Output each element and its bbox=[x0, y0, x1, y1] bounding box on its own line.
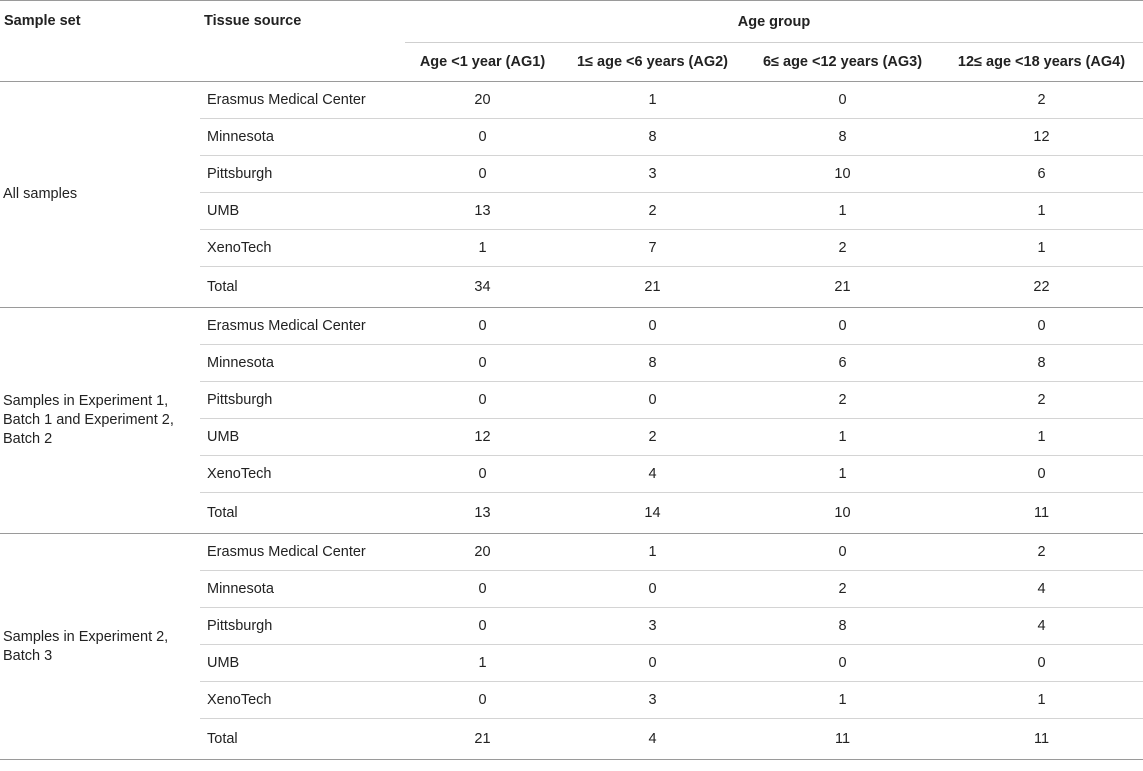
count-cell: 20 bbox=[405, 82, 560, 119]
count-cell: 1 bbox=[745, 682, 940, 719]
count-cell: 21 bbox=[560, 267, 745, 308]
tissue-source-cell: UMB bbox=[200, 193, 405, 230]
tissue-source-header: Tissue source bbox=[200, 1, 405, 82]
count-cell: 0 bbox=[405, 456, 560, 493]
age-group-header: Age group bbox=[405, 1, 1143, 43]
count-cell: 0 bbox=[745, 82, 940, 119]
count-cell: 6 bbox=[745, 345, 940, 382]
tissue-source-cell: Minnesota bbox=[200, 119, 405, 156]
tissue-source-cell: Erasmus Medical Center bbox=[200, 82, 405, 119]
tissue-source-cell: Pittsburgh bbox=[200, 608, 405, 645]
header-row-1 bbox=[0, 1, 1143, 43]
sample-set-cell: Samples in Experiment 2, Batch 3 bbox=[0, 534, 200, 760]
age-column-header: Age <1 year (AG1) bbox=[405, 43, 560, 82]
tissue-source-cell: UMB bbox=[200, 645, 405, 682]
sample-set-cell: All samples bbox=[0, 82, 200, 308]
age-column-header: 6≤ age <12 years (AG3) bbox=[745, 43, 940, 82]
tissue-source-cell: UMB bbox=[200, 419, 405, 456]
count-cell: 10 bbox=[745, 493, 940, 534]
sample-set-cell: Samples in Experiment 1, Batch 1 and Experiment 2, Batch 2 bbox=[0, 308, 200, 534]
count-cell: 4 bbox=[560, 456, 745, 493]
count-cell: 14 bbox=[560, 493, 745, 534]
count-cell: 0 bbox=[405, 608, 560, 645]
count-cell: 0 bbox=[405, 308, 560, 345]
count-cell: 0 bbox=[560, 308, 745, 345]
count-cell: 1 bbox=[940, 230, 1143, 267]
count-cell: 1 bbox=[940, 193, 1143, 230]
age-column-header: 1≤ age <6 years (AG2) bbox=[560, 43, 745, 82]
table-row bbox=[0, 82, 1143, 119]
count-cell: 7 bbox=[560, 230, 745, 267]
count-cell: 1 bbox=[745, 456, 940, 493]
count-cell: 0 bbox=[405, 119, 560, 156]
tissue-source-cell: Total bbox=[200, 267, 405, 308]
count-cell: 8 bbox=[940, 345, 1143, 382]
count-cell: 21 bbox=[405, 719, 560, 760]
count-cell: 8 bbox=[560, 119, 745, 156]
count-cell: 8 bbox=[560, 345, 745, 382]
sample-set-header: Sample set bbox=[0, 1, 200, 82]
count-cell: 21 bbox=[745, 267, 940, 308]
count-cell: 10 bbox=[745, 156, 940, 193]
count-cell: 0 bbox=[745, 534, 940, 571]
count-cell: 1 bbox=[940, 682, 1143, 719]
count-cell: 3 bbox=[560, 608, 745, 645]
age-column-header: 12≤ age <18 years (AG4) bbox=[940, 43, 1143, 82]
count-cell: 2 bbox=[940, 382, 1143, 419]
tissue-source-cell: Total bbox=[200, 719, 405, 760]
tissue-source-cell: Minnesota bbox=[200, 571, 405, 608]
count-cell: 0 bbox=[940, 456, 1143, 493]
table-row bbox=[0, 308, 1143, 345]
count-cell: 1 bbox=[940, 419, 1143, 456]
count-cell: 0 bbox=[560, 382, 745, 419]
count-cell: 0 bbox=[940, 308, 1143, 345]
count-cell: 1 bbox=[745, 419, 940, 456]
count-cell: 4 bbox=[940, 608, 1143, 645]
count-cell: 0 bbox=[560, 645, 745, 682]
count-cell: 1 bbox=[560, 534, 745, 571]
count-cell: 13 bbox=[405, 193, 560, 230]
count-cell: 0 bbox=[405, 682, 560, 719]
count-cell: 1 bbox=[560, 82, 745, 119]
count-cell: 6 bbox=[940, 156, 1143, 193]
tissue-source-cell: Minnesota bbox=[200, 345, 405, 382]
count-cell: 8 bbox=[745, 119, 940, 156]
table-body bbox=[0, 82, 1143, 760]
count-cell: 0 bbox=[405, 156, 560, 193]
tissue-source-cell: XenoTech bbox=[200, 456, 405, 493]
count-cell: 2 bbox=[745, 230, 940, 267]
count-cell: 0 bbox=[745, 645, 940, 682]
count-cell: 0 bbox=[745, 308, 940, 345]
count-cell: 11 bbox=[940, 719, 1143, 760]
count-cell: 0 bbox=[940, 645, 1143, 682]
tissue-source-cell: Pittsburgh bbox=[200, 382, 405, 419]
count-cell: 2 bbox=[940, 534, 1143, 571]
count-cell: 22 bbox=[940, 267, 1143, 308]
count-cell: 20 bbox=[405, 534, 560, 571]
table-row bbox=[0, 534, 1143, 571]
count-cell: 3 bbox=[560, 682, 745, 719]
tissue-source-cell: Total bbox=[200, 493, 405, 534]
count-cell: 1 bbox=[405, 230, 560, 267]
tissue-source-cell: XenoTech bbox=[200, 682, 405, 719]
count-cell: 11 bbox=[940, 493, 1143, 534]
count-cell: 12 bbox=[405, 419, 560, 456]
tissue-source-cell: Pittsburgh bbox=[200, 156, 405, 193]
count-cell: 12 bbox=[940, 119, 1143, 156]
count-cell: 34 bbox=[405, 267, 560, 308]
count-cell: 1 bbox=[745, 193, 940, 230]
count-cell: 2 bbox=[940, 82, 1143, 119]
tissue-source-cell: Erasmus Medical Center bbox=[200, 534, 405, 571]
count-cell: 2 bbox=[560, 193, 745, 230]
count-cell: 0 bbox=[405, 571, 560, 608]
count-cell: 2 bbox=[745, 571, 940, 608]
count-cell: 4 bbox=[560, 719, 745, 760]
count-cell: 13 bbox=[405, 493, 560, 534]
count-cell: 4 bbox=[940, 571, 1143, 608]
count-cell: 8 bbox=[745, 608, 940, 645]
table-header bbox=[0, 1, 1143, 82]
count-cell: 0 bbox=[405, 345, 560, 382]
count-cell: 3 bbox=[560, 156, 745, 193]
count-cell: 0 bbox=[560, 571, 745, 608]
count-cell: 11 bbox=[745, 719, 940, 760]
tissue-source-cell: Erasmus Medical Center bbox=[200, 308, 405, 345]
tissue-source-cell: XenoTech bbox=[200, 230, 405, 267]
count-cell: 2 bbox=[745, 382, 940, 419]
count-cell: 1 bbox=[405, 645, 560, 682]
count-cell: 2 bbox=[560, 419, 745, 456]
count-cell: 0 bbox=[405, 382, 560, 419]
